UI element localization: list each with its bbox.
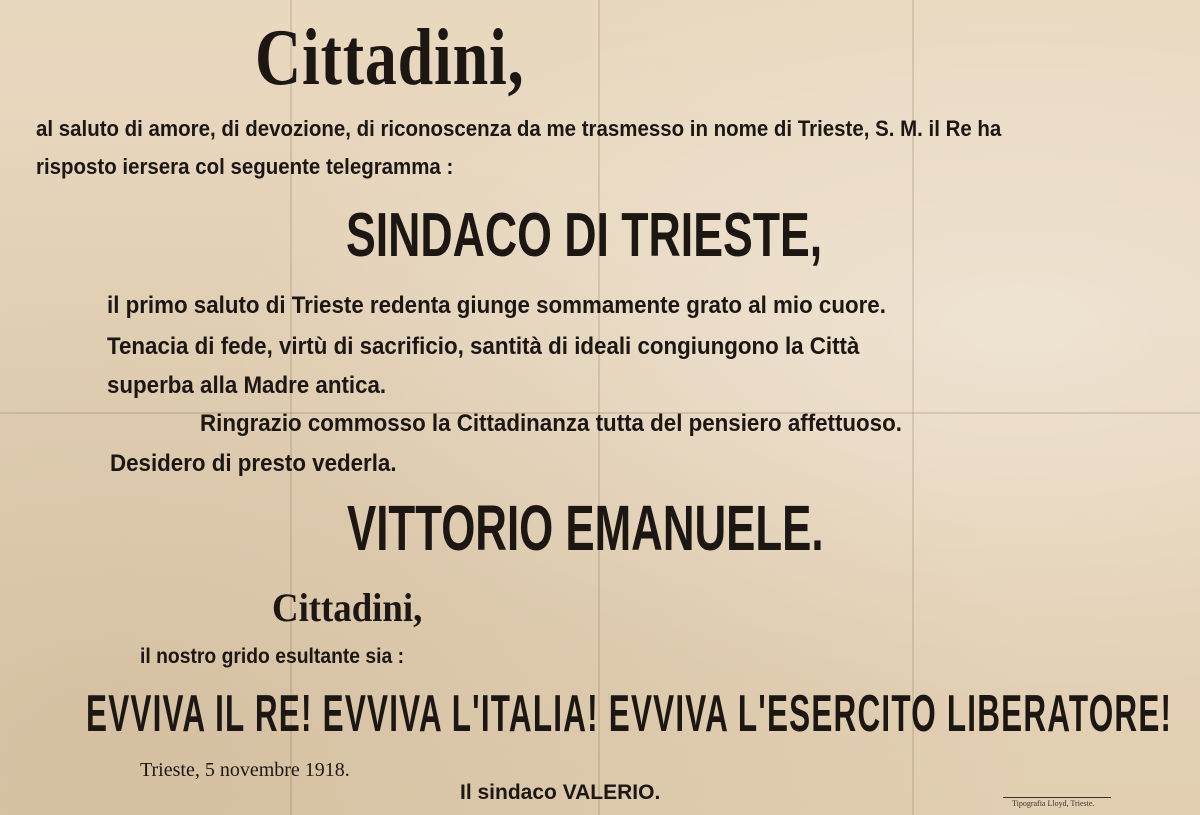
telegram-line: Tenacia di fede, virtù di sacrificio, santità di ideali congiungono la Città (107, 333, 860, 360)
telegram-addressee: SINDACO DI TRIESTE, (346, 201, 823, 270)
printer-rule (1003, 797, 1111, 798)
mayor-signature: Il sindaco VALERIO. (460, 781, 661, 804)
telegram-signature: VITTORIO EMANUELE. (347, 492, 824, 564)
place-date: Trieste, 5 novembre 1918. (140, 759, 350, 781)
poster-heading-2: Cittadini, (272, 585, 423, 630)
telegram-line: Desidero di presto vederla. (110, 450, 397, 477)
cry-slogan: EVVIVA IL RE! EVVIVA L'ITALIA! EVVIVA L'ESERCITO LIBERATORE! (86, 685, 1173, 743)
poster-heading: Cittadini, (255, 14, 525, 102)
telegram-line: superba alla Madre antica. (107, 372, 387, 399)
intro-line-1: al saluto di amore, di devozione, di riconoscenza da me trasmesso in nome di Trieste, S. M. il Re ha (36, 116, 1002, 141)
intro-line-2: risposto iersera col seguente telegramma : (36, 154, 454, 179)
telegram-line: Ringrazio commosso la Cittadinanza tutta del pensiero affettuoso. (200, 410, 902, 437)
telegram-line: il primo saluto di Trieste redenta giunge sommamente grato al mio cuore. (107, 292, 886, 319)
printer-credit: Tipografia Lloyd, Trieste. (1012, 799, 1095, 808)
cry-intro: il nostro grido esultante sia : (140, 645, 405, 668)
